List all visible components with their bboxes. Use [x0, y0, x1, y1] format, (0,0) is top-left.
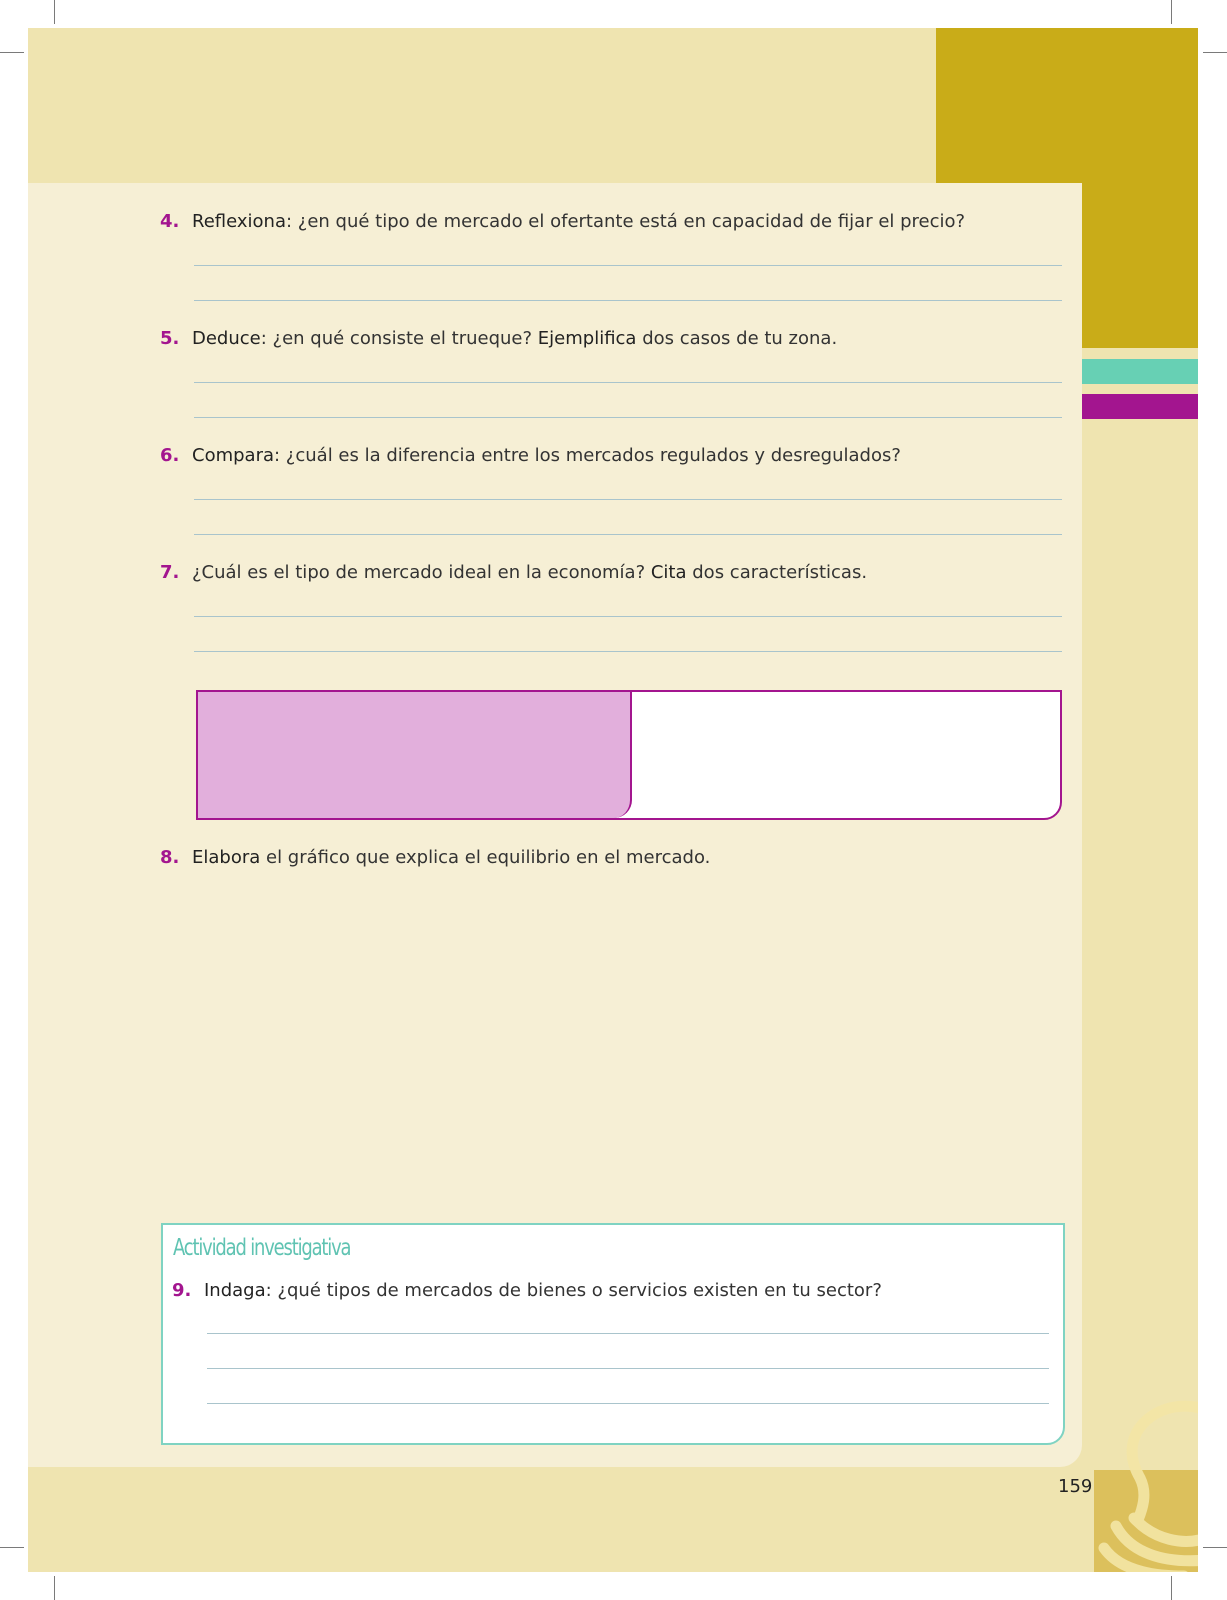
highlight-box — [196, 690, 1062, 820]
decorative-teal-bar — [1082, 359, 1198, 384]
crop-mark-top-left-v — [54, 0, 55, 24]
answer-line[interactable] — [194, 265, 1062, 266]
question-text: el gráfico que explica el equilibrio en el mercado. — [260, 847, 711, 868]
question-5 — [160, 328, 837, 349]
question-verb-2: Ejemplifica — [537, 328, 637, 349]
question-verb: Reflexiona — [192, 211, 286, 232]
crop-mark-top-left-h — [0, 52, 24, 53]
crop-mark-bottom-right-v — [1171, 1576, 1172, 1600]
question-text: : ¿cuál es la diferencia entre los mercados regulados y desregulados? — [274, 445, 901, 466]
question-text: : ¿en qué consiste el trueque? — [260, 328, 538, 349]
research-activity-box — [161, 1223, 1065, 1445]
crop-mark-bottom-left-h — [0, 1547, 24, 1548]
question-6 — [160, 445, 901, 466]
answer-line[interactable] — [194, 499, 1062, 500]
answer-line[interactable] — [194, 616, 1062, 617]
lightbulb-icon — [1094, 1400, 1198, 1572]
answer-line[interactable] — [194, 417, 1062, 418]
highlight-box-fill — [198, 692, 632, 818]
crop-mark-top-right-v — [1171, 0, 1172, 24]
question-8 — [160, 847, 710, 868]
question-text: ¿Cuál es el tipo de mercado ideal en la economía? — [192, 562, 651, 583]
question-text: dos casos de tu zona. — [636, 328, 838, 349]
question-verb: Elabora — [192, 847, 261, 868]
question-verb: Deduce — [192, 328, 261, 349]
decorative-magenta-bar — [1082, 394, 1198, 419]
question-text: dos características. — [686, 562, 868, 583]
question-number: 4. — [160, 211, 180, 232]
research-activity-title: Actividad investigativa — [173, 1235, 351, 1261]
question-text: : ¿en qué tipo de mercado el ofertante está en capacidad de fijar el precio? — [285, 211, 966, 232]
crop-mark-top-right-h — [1203, 52, 1227, 53]
page-number: 159 — [1058, 1476, 1093, 1497]
answer-line[interactable] — [194, 382, 1062, 383]
crop-mark-bottom-right-h — [1203, 1547, 1227, 1548]
question-4 — [160, 211, 965, 232]
question-number: 8. — [160, 847, 180, 868]
question-text: : ¿qué tipos de mercados de bienes o servicios existen en tu sector? — [265, 1280, 882, 1301]
question-number: 7. — [160, 562, 180, 583]
question-number: 5. — [160, 328, 180, 349]
answer-line[interactable] — [207, 1368, 1049, 1369]
question-number: 9. — [172, 1280, 192, 1301]
question-verb: Indaga — [204, 1280, 266, 1301]
question-verb: Compara — [192, 445, 275, 466]
answer-line[interactable] — [207, 1403, 1049, 1404]
answer-line[interactable] — [194, 300, 1062, 301]
question-7 — [160, 562, 867, 583]
answer-line[interactable] — [194, 651, 1062, 652]
question-verb: Cita — [650, 562, 687, 583]
answer-line[interactable] — [207, 1333, 1049, 1334]
question-9 — [172, 1280, 882, 1301]
question-number: 6. — [160, 445, 180, 466]
answer-line[interactable] — [194, 534, 1062, 535]
crop-mark-bottom-left-v — [54, 1576, 55, 1600]
